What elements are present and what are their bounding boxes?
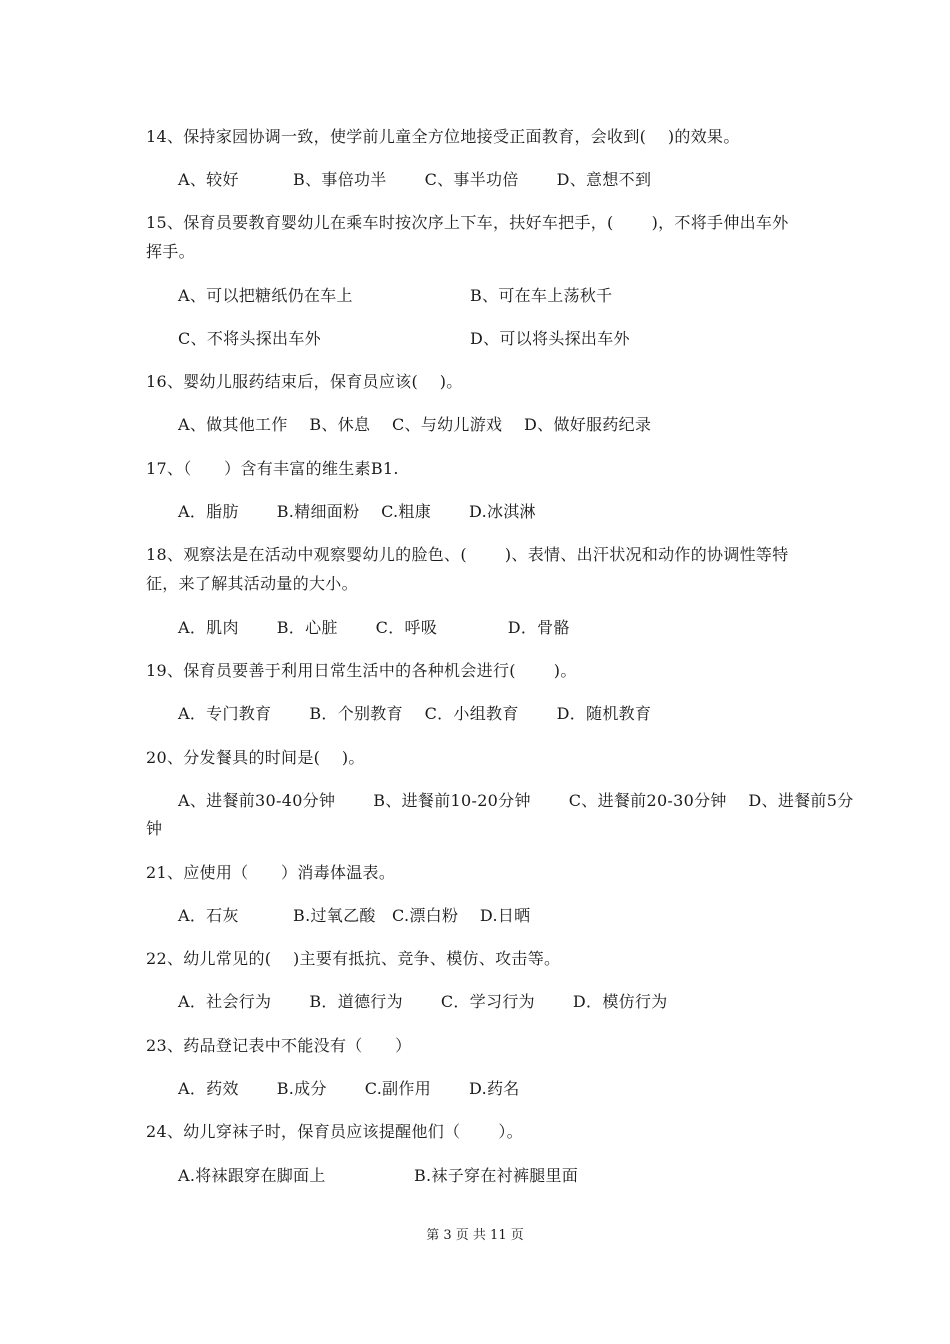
- question-18-stem: 18、观察法是在活动中观察婴幼儿的脸色、( )、表情、出汗状况和动作的协调性等特: [146, 545, 789, 564]
- page-number-footer: 第 3 页 共 11 页: [426, 1228, 524, 1243]
- question-17-options: A．脂肪 B.精细面粉 C.粗康 D.冰淇淋: [178, 502, 536, 521]
- question-21-stem: 21、应使用（ ）消毒体温表。: [146, 863, 396, 882]
- question-14-options: A、较好 B、事倍功半 C、事半功倍 D、意想不到: [178, 170, 652, 189]
- question-15-option-c: C、不将头探出车外: [178, 329, 321, 348]
- question-19-options: A．专门教育 B．个别教育 C．小组教育 D．随机教育: [178, 704, 652, 723]
- question-19-stem: 19、保育员要善于利用日常生活中的各种机会进行( )。: [146, 661, 577, 680]
- question-20-options-continued: 钟: [146, 819, 163, 838]
- question-15-stem: 15、保育员要教育婴幼儿在乘车时按次序上下车，扶好车把手，( )，不将手伸出车外: [146, 213, 789, 232]
- question-14-stem: 14、保持家园协调一致，使学前儿童全方位地接受正面教育，会收到( )的效果。: [146, 127, 740, 146]
- question-15-stem-continued: 挥手。: [146, 242, 195, 261]
- question-15-option-d: D、可以将头探出车外: [470, 329, 630, 348]
- question-16-options: A、做其他工作 B、休息 C、与幼儿游戏 D、做好服药纪录: [178, 415, 652, 434]
- question-22-options: A．社会行为 B．道德行为 C．学习行为 D．模仿行为: [178, 992, 668, 1011]
- question-18-stem-continued: 征，来了解其活动量的大小。: [146, 574, 358, 593]
- question-24-option-b: B.袜子穿在衬裤腿里面: [414, 1166, 579, 1185]
- question-20-options: A、进餐前30-40分钟 B、进餐前10-20分钟 C、进餐前20-30分钟 D、进餐前5分: [178, 791, 854, 810]
- question-23-options: A．药效 B.成分 C.副作用 D.药名: [178, 1079, 520, 1098]
- question-15-option-b: B、可在车上荡秋千: [470, 286, 613, 305]
- question-21-options: A．石灰 B.过氧乙酸 C.漂白粉 D.日晒: [178, 906, 531, 925]
- question-22-stem: 22、幼儿常见的( )主要有抵抗、竞争、模仿、攻击等。: [146, 949, 561, 968]
- question-20-stem: 20、分发餐具的时间是( )。: [146, 748, 365, 767]
- question-23-stem: 23、药品登记表中不能没有（ ）: [146, 1036, 412, 1055]
- question-16-stem: 16、婴幼儿服药结束后，保育员应该( )。: [146, 372, 463, 391]
- question-17-stem: 17、（ ）含有丰富的维生素B1.: [146, 459, 399, 478]
- question-15-option-a: A、可以把糖纸仍在车上: [178, 286, 353, 305]
- question-24-stem: 24、幼儿穿袜子时，保育员应该提醒他们（ ）。: [146, 1122, 523, 1141]
- question-18-options: A．肌肉 B．心脏 C．呼吸 D．骨骼: [178, 618, 570, 637]
- question-24-option-a: A.将袜跟穿在脚面上: [178, 1166, 326, 1185]
